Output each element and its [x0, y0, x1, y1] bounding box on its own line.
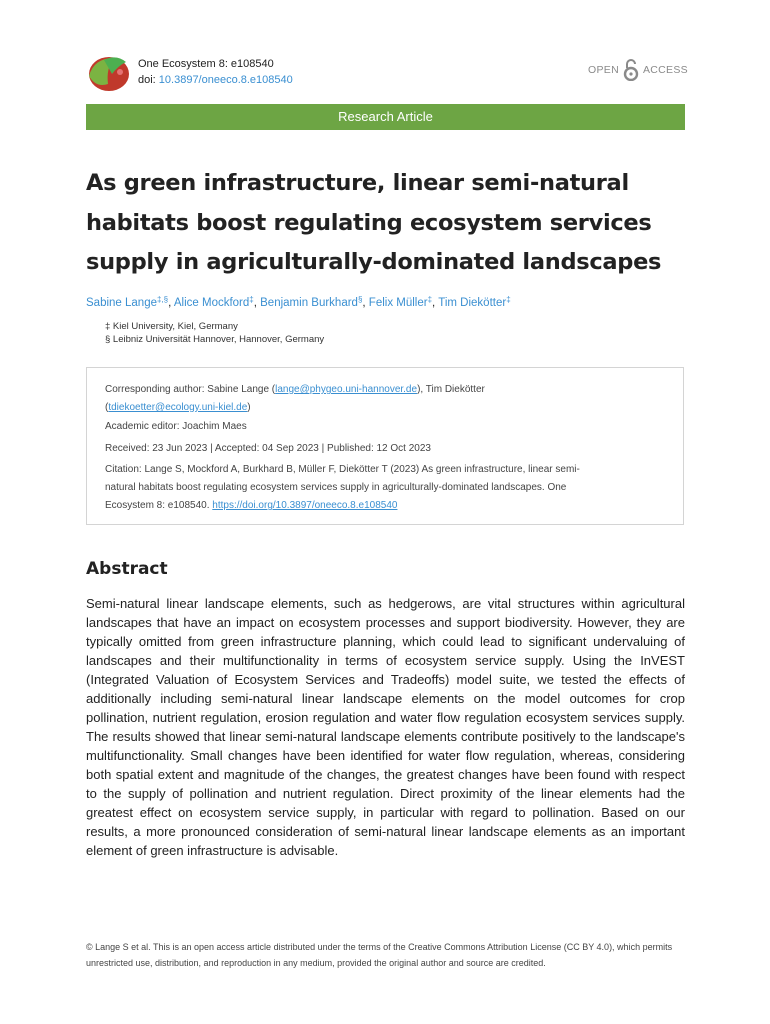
academic-editor: Academic editor: Joachim Maes: [105, 421, 247, 432]
email-link[interactable]: tdiekoetter@ecology.uni-kiel.de: [108, 402, 248, 413]
journal-info: [138, 56, 293, 88]
citation: Citation: Lange S, Mockford A, Burkhard B, Müller F, Diekötter T (2023) As green infrastructure, linear semi- natural habitats boost regulating ecosystem services supply in agriculturally-dominated landscapes. One Ecosystem 8: e108540. https://doi.org/10.3897/oneeco.8.e108540: [105, 464, 580, 511]
license-notice: © Lange S et al. This is an open access article distributed under the terms of the Creative Commons Attribution License (CC BY 4.0), which permits unrestricted use, distribution, and reproduction in any medium, provided the original author and source are credited.: [86, 942, 673, 968]
open-access-badge: [588, 59, 688, 81]
author-link[interactable]: Sabine Lange: [86, 297, 157, 309]
email-link[interactable]: lange@phygeo.uni-hannover.de: [275, 384, 418, 395]
author-affil-marker: ‡: [506, 295, 511, 304]
open-access-access-text: ACCESS: [642, 64, 688, 76]
doi-prefix: doi:: [138, 74, 159, 86]
journal-logo-icon: [86, 52, 132, 92]
author-link[interactable]: Felix Müller: [368, 297, 428, 309]
open-access-open-text: OPEN: [588, 64, 619, 76]
author-link[interactable]: Alice Mockford: [173, 297, 250, 309]
author-affil-marker: ‡: [249, 295, 254, 304]
abstract-text: Semi-natural linear landscape elements, such as hedgerows, are vital structures within agricultural landscapes that have an impact on ecosystem processes and support biodiversity. However, they are typically omitted from green infrastructure planning, which could lead to significant undervaluing of landscapes and their multifunctionality in terms of ecosystem service supply. Using the InVEST (Integrated Valuation of Ecosystem Services and Tradeoffs) model suite, we tested the effects of additionally including semi-natural linear landscape elements on the model outcomes for crop pollination, nutrient regulation, erosion regulation and water flow regulation ecosystem services supply. The results showed that linear semi-natural landscape elements contribute positively to the landscape's multifunctionality. Small changes have been identified for water flow regulation, whereas, considering both spatial extent and magnitude of the changes, the greatest changes have been found with respect to the supply of pollination and nutrient regulation. Direct proximity of the linear elements had the greatest effect on ecosystem service supply, in particular with regard to pollination. Based on our results, a more pronounced consideration of semi-natural linear landscape elements as an important element of green infrastructure is advisable.: [86, 596, 685, 858]
author-affil-marker: ‡: [427, 295, 433, 304]
article-type-banner: Research Article: [86, 104, 685, 130]
affiliation: § Leibniz Universität Hannover, Hannover, Germany: [105, 334, 325, 345]
doi-link[interactable]: 10.3897/oneeco.8.e108540: [158, 74, 293, 86]
article-info-box: [86, 367, 684, 525]
journal-citation: One Ecosystem 8: e108540: [138, 58, 274, 70]
affiliation: ‡ Kiel University, Kiel, Germany: [105, 321, 238, 332]
article-dates: Received: 23 Jun 2023 | Accepted: 04 Sep 2023 | Published: 12 Oct 2023: [105, 443, 431, 454]
journal-doi: [138, 72, 293, 88]
corresponding-author: Corresponding author: Sabine Lange (lange@phygeo.uni-hannover.de), Tim Diekötter (tdiekoetter@ecology.uni-kiel.de): [105, 384, 485, 413]
author-link[interactable]: Tim Diekötter: [438, 297, 507, 309]
author-list: Sabine Lange‡,§, Alice Mockford‡, Benjamin Burkhard§, Felix Müller‡, Tim Diekötter‡: [86, 295, 511, 309]
author-affil-marker: ‡,§: [156, 295, 169, 304]
article-title: As green infrastructure, linear semi-natural habitats boost regulating ecosystem services supply in agriculturally-dominated landscapes: [86, 170, 662, 275]
author-affil-marker: §: [357, 295, 363, 304]
author-link[interactable]: Benjamin Burkhard: [260, 297, 358, 309]
open-access-lock-icon: [623, 59, 639, 81]
abstract-heading: Abstract: [86, 559, 168, 579]
citation-doi-link[interactable]: https://doi.org/10.3897/oneeco.8.e108540: [212, 500, 398, 511]
